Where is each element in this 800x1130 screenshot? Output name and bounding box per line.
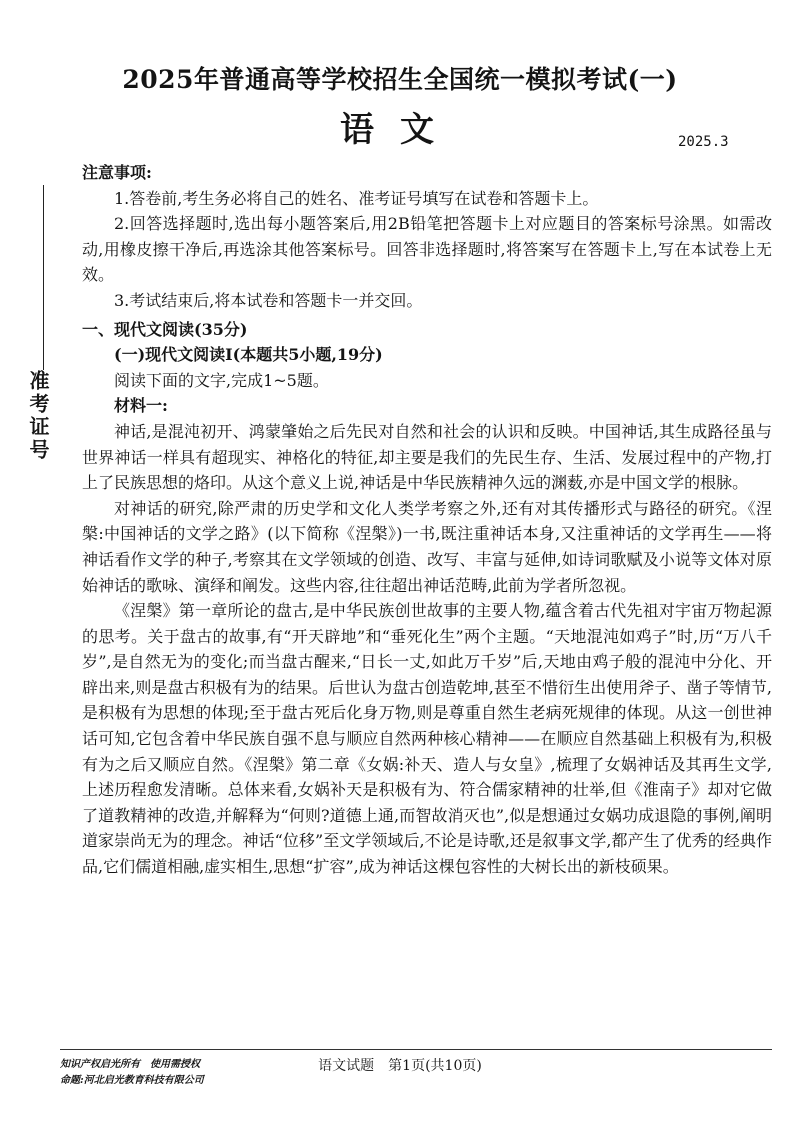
candidate-number-label: 准考证号 bbox=[26, 370, 50, 462]
candidate-number-line bbox=[43, 185, 44, 370]
material-label: 材料一: bbox=[114, 396, 168, 416]
exam-content bbox=[82, 160, 772, 880]
notice-item: 1.答卷前,考生务必将自己的姓名、准考证号填写在试卷和答题卡上。 bbox=[114, 188, 599, 208]
section-heading: 一、现代文阅读(35分) bbox=[82, 319, 248, 339]
notice-item: 3.考试结束后,将本试卷和答题卡一并交回。 bbox=[114, 290, 423, 310]
subject-title: 语文 bbox=[340, 110, 460, 150]
copyright-line: 知识产权启光所有 使用需授权 bbox=[60, 1059, 200, 1070]
exam-title: 2025年普通高等学校招生全国统一模拟考试(一) bbox=[122, 65, 678, 94]
passage-paragraph: 对神话的研究,除严肃的历史学和文化人类学考察之外,还有对其传播形式与路径的研究。《涅槃:中国神话的文学之路》(以下简称《涅槃》)一书,既注重神话本身,又注重神话的文学再生——将神话看作文学的种子,考察其在文学领域的创造、改写、丰富与延伸,如诗词歌赋及小说等文体对原始神话的歌咏、演绎和阐发。这些内容,往往超出神话范畴,此前为学者所忽视。 bbox=[82, 498, 772, 595]
page-footer bbox=[0, 1049, 800, 1089]
notice-heading: 注意事项: bbox=[82, 163, 152, 182]
exam-date: 2025.3 bbox=[678, 134, 729, 150]
section-subheading: (一)现代文阅读Ⅰ(本题共5小题,19分) bbox=[114, 345, 383, 365]
page-number: 语文试题 第1页(共10页) bbox=[318, 1058, 482, 1074]
notice-item: 2.回答选择题时,选出每小题答案后,用2B铅笔把答题卡上对应题目的答案标号涂黑。如需改动,用橡皮擦干净后,再选涂其他答案标号。回答非选择题时,将答案写在答题卡上,写在本试卷上无效。 bbox=[82, 214, 772, 285]
passage-paragraph: 神话,是混沌初开、鸿蒙肇始之后先民对自然和社会的认识和反映。中国神话,其生成路径虽与世界神话一样具有超现实、神格化的特征,却主要是我们的先民生存、生活、发展过程中的产物,打上了民族思想的烙印。从这个意义上说,神话是中华民族精神久远的渊薮,亦是中国文学的根脉。 bbox=[82, 421, 772, 493]
passage-paragraph: 《涅槃》第一章所论的盘古,是中华民族创世故事的主要人物,蕴含着古代先祖对宇宙万物起源的思考。关于盘古的故事,有“开天辟地”和“垂死化生”两个主题。“天地混沌如鸡子”时,历“万八千岁”,是自然无为的变化;而当盘古醒来,“日长一丈,如此万千岁”后,天地由鸡子般的混沌中分化、开辟出来,则是盘古积极有为的结果。后世认为盘古创造乾坤,甚至不惜衍生出使用斧子、凿子等情节,是积极有为思想的体现;至于盘古死后化身万物,则是尊重自然生老病死规律的体现。从这一创世神话可知,它包含着中华民族自强不息与顺应自然两种核心精神——在顺应自然基础上积极有为,积极有为之后又顺应自然。《涅槃》第二章《女娲:补天、造人与女皇》,梳理了女娲神话及其再生文学,上述历程愈发清晰。总体来看,女娲补天是积极有为、符合儒家精神的壮举,但《淮南子》却对它做了道教精神的改造,并解释为“何则?道德上通,而智故消灭也”,似是想通过女娲功成退隐的事例,阐明道家崇尚无为的理念。神话“位移”至文学领域后,不论是诗歌,还是叙事文学,都产生了优秀的经典作品,它们儒道相融,虚实相生,思想“扩容”,成为神话这棵包容性的大树长出的新枝硕果。 bbox=[82, 601, 772, 877]
publisher-line: 命题:河北启光教育科技有限公司 bbox=[60, 1075, 204, 1086]
footer-divider bbox=[60, 1049, 772, 1050]
reading-instruction: 阅读下面的文字,完成1~5题。 bbox=[114, 370, 329, 390]
